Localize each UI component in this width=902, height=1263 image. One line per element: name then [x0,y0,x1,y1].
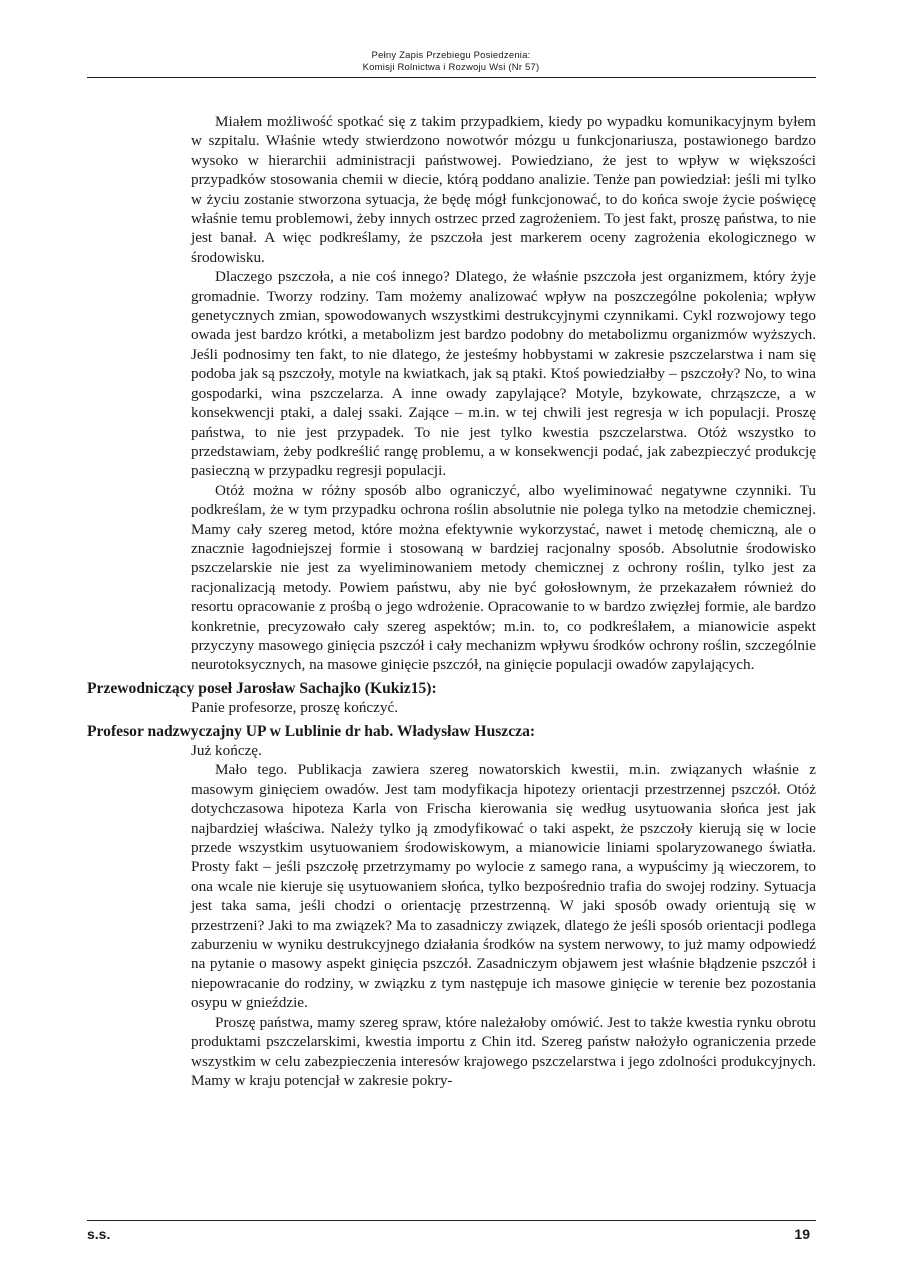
page-header [0,50,902,74]
paragraph: Panie profesorze, proszę kończyć. [191,699,399,717]
speaker-heading: Przewodniczący poseł Jarosław Sachajko (Kukiz15): [87,679,437,697]
header-line-1: Pełny Zapis Przebiegu Posiedzenia: [371,50,531,61]
paragraph: Już kończę. [191,742,262,759]
speaker-heading: Profesor nadzwyczajny UP w Lublinie dr hab. Władysław Huszcza: [87,722,536,740]
footer-initials: s.s. [87,1226,111,1242]
paragraph: Miałem możliwość spotkać się z takim przypadkiem, kiedy po wypadku komunikacyjnym byłem w szpitalu. Właśnie wtedy stwierdzono nowotwór mózgu u funkcjonariusza, postawionego bardzo wysoko w hierarchii administracji państwowej. Powiedziano, że jest to wpływ w większości przypadków stosowania chemii w diecie, którą poddano analizie. Tenże pan powiedział: jeśli mi tylko w życiu zostanie stworzona sytuacja, że będę mógł funkcjonować, to do końca swoje życie poświęcę właśnie temu problemowi, żeby innych ostrzec przed zagrożeniem. To jest fakt, proszę państwa, to nie jest banał. A więc podkreślamy, że pszczoła jest markerem oceny zagrożenia ekologicznego w środowisku. [191,113,816,266]
paragraph: Proszę państwa, mamy szereg spraw, które należałoby omówić. Jest to także kwestia rynku obrotu produktami pszczelarskimi, kwestia importu z Chin itd. Szereg państw nałożyło ograniczenia przede wszystkim w celu zabezpieczenia interesów krajowego pszczelarstwa i jego zdolności produkcyjnych. Mamy w kraju potencjał w zakresie pokry- [191,1013,816,1089]
text-block-1 [191,112,816,675]
page-number: 19 [794,1226,810,1242]
paragraph: Dlaczego pszczoła, a nie coś innego? Dlatego, że właśnie pszczoła jest organizmem, który żyje gromadnie. Tworzy rodziny. Tam możemy analizować wpływ na poszczególne pokolenia; wpływ genetycznych zmian, spowodowanych wszystkimi destrukcyjnymi czynnikami. Cykl rozwojowy tego owada jest bardzo krótki, a metabolizm jest bardzo podobny do metabolizmu organizmów wyższych. Jeśli podnosimy ten fakt, to nie dlatego, że jesteśmy hobbystami w zakresie pszczelarstwa i nam się podoba jak są pszczoły, motyle na kwiatkach, jak są ptaki. Ktoś powiedziałby – pszczoły? No, to wina gospodarki, wina pszczelarza. A inne owady zapylające? Motyle, bzykowate, chrząszcze, a w konsekwencji ptaki, a dalej ssaki. Zające – m.in. w tej chwili jest regresja w ich populacji. Proszę państwa, to nie jest przypadek. To nie jest tylko kwestia pszczelarstwa. Otóż wszystko to przedstawiam, żeby podkreślić rangę problemu, a w konsekwencji podać, jak zabezpieczyć produkcję pasieczną w przypadku regresji populacji. [191,268,816,480]
footer-divider [87,1220,816,1221]
text-block-3 [191,741,816,1090]
text-block-2 [191,698,816,717]
document-body [87,112,816,1090]
header-divider [87,77,816,78]
paragraph: Otóż można w różny sposób albo ograniczyć, albo wyeliminować negatywne czynniki. Tu podkreślam, że w tym przypadku ochrona roślin absolutnie nie polega tylko na metodzie chemicznej. Mamy cały szereg metod, które można efektywnie wykorzystać, nawet i metodę chemiczną, ale o znacznie łagodniejszej formie i stosowaną w bardziej racjonalny sposób. Absolutnie środowisko pszczelarskie nie jest za wyeliminowaniem metody chemicznej z ochrony roślin, tylko jest za racjonalizacją metody. Powiem państwu, aby nie być gołosłownym, że przekazałem również do resortu opracowanie z prośbą o jego wdrożenie. Opracowanie to w bardzo zwięzłej formie, ale bardzo konkretnie, precyzowało cały szereg aspektów; m.in. to, co podkreślałem, a mianowicie aspekt przyczyny masowego ginięcia pszczół i cały mechanizm wpływu środków ochrony roślin, szczególnie neurotoksycznych, na masowe ginięcie pszczół, na ginięcie populacji owadów zapylających. [191,481,816,674]
header-line-2: Komisji Rolnictwa i Rozwoju Wsi (Nr 57) [362,62,540,73]
paragraph: Mało tego. Publikacja zawiera szereg nowatorskich kwestii, m.in. związanych właśnie z masowym ginięciem owadów. Jest tam modyfikacja hipotezy orientacji przestrzennej pszczół. Otóż dotychczasowa hipoteza Karla von Frischa kierowania się według usytuowania słońca jest jak najbardziej właściwa. Należy tylko ją zmodyfikować o taki aspekt, że pszczoły kierują się w locie przede wszystkim usytuowaniem środowiskowym, a mianowicie liniami spolaryzowanego światła. Prosty fakt – jeśli pszczołę przetrzymamy po wylocie z samego rana, a wypuścimy ją wieczorem, to ona wcale nie kieruje się usytuowaniem słońca, tylko bezpośrednio trafia do swojej rodziny. Sytuacja jest taka sama, jeśli chodzi o orientację przestrzenną. W jaki sposób owady orientują się w przestrzeni? Jaki to ma związek? Ma to zasadniczy związek, dlatego że jeśli sposób orientacji podlega zaburzeniu w wyniku destrukcyjnego działania środków na system nerwowy, to już mamy odpowiedź na pytanie o masowy aspekt ginięcia pszczół. Zasadniczym objawem jest właśnie błądzenie pszczół i niepowracanie do rodziny, w związku z tym następuje ich masowe ginięcie w terenie bez pozostania osypu w gnieździe. [191,761,816,1012]
